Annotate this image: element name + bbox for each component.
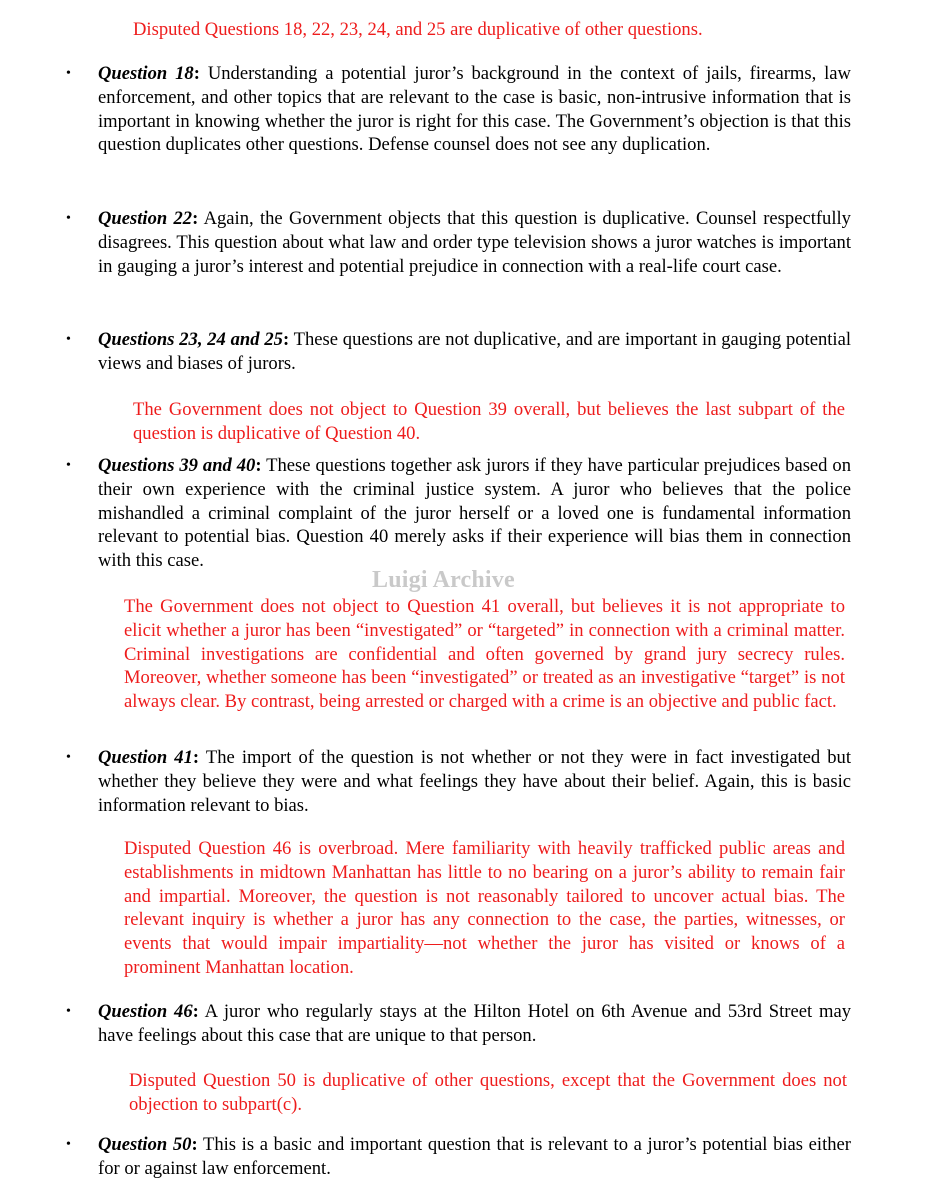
question-label: Question 50 <box>98 1134 192 1155</box>
government-note-1-text: Disputed Questions 18, 22, 23, 24, and 25 are duplicative of other questions. <box>133 19 703 40</box>
government-note-4-text: Disputed Question 46 is overbroad. Mere familiarity with heavily trafficked public areas and establishments in midtown Manhattan has little to no bearing on a juror’s ability to remain fair and impartial. Moreover, the question is not reasonably tailored to uncover actual bias. The relevant inquiry is whether a juror has any connection to the case, the parties, witnesses, or events that would impair impartiality—not whether the juror has visited or knows of a prominent Manhattan location. <box>124 838 845 978</box>
question-text: Again, the Government objects that this question is duplicative. Counsel respectfully disagrees. This question about what law and order type television shows a juror watches is important in gauging a juror’s interest and potential prejudice in connection with a real-life court case. <box>98 208 851 277</box>
government-note-3 <box>124 595 845 714</box>
bullet-icon: • <box>66 211 71 226</box>
bullet-icon: • <box>66 1137 71 1152</box>
question-41-item: Question 41: The import of the question is not whether or not they were in fact investigated but whether they believe they were and what feelings they have about their belief. Again, this is basic information relevant to bias. <box>98 747 851 816</box>
question-label: Question 41 <box>98 747 193 768</box>
government-note-3-text: The Government does not object to Question 41 overall, but believes it is not appropriate to elicit whether a juror has been “investigated” or “targeted” in connection with a criminal matter. Criminal investigations are confidential and often governed by grand jury secrecy rules. Moreover, whether someone has been “investigated” or treated as an investigative “target” is not always clear. By contrast, being arrested or charged with a crime is an objective and public fact. <box>124 596 845 713</box>
government-note-4 <box>124 837 845 980</box>
government-note-1 <box>133 18 793 42</box>
questions-39-40-item: Questions 39 and 40: These questions together ask jurors if they have particular prejudices based on their own experience with the criminal justice system. A juror who believes that the police mishandled a criminal complaint of the juror herself or a loved one is fundamental information relevant to potential bias. Question 40 merely asks if their experience will bias them in connection with this case. <box>98 455 851 572</box>
question-label: Question 46 <box>98 1001 193 1022</box>
question-46-item: Question 46: A juror who regularly stays at the Hilton Hotel on 6th Avenue and 53rd Street may have feelings about this case that are unique to that person. <box>98 1001 851 1046</box>
question-18-item: Question 18: Understanding a potential juror’s background in the context of jails, firearms, law enforcement, and other topics that are relevant to the case is basic, non-intrusive information that is important in knowing whether the juror is right for this case. The Government’s objection is that this question duplicates other questions. Defense counsel does not see any duplication. <box>98 63 851 156</box>
question-50-item: Question 50: This is a basic and important question that is relevant to a juror’s potential bias either for or against law enforcement. <box>98 1134 851 1179</box>
question-label: Question 18 <box>98 63 194 84</box>
question-text: Understanding a potential juror’s background in the context of jails, firearms, law enforcement, and other topics that are relevant to the case is basic, non-intrusive information that is important in knowing whether the juror is right for this case. The Government’s objection is that this question duplicates other questions. Defense counsel does not see any duplication. <box>98 63 851 156</box>
bullet-icon: • <box>66 66 71 81</box>
bullet-icon: • <box>66 332 71 347</box>
bullet-icon: • <box>66 458 71 473</box>
bullet-icon: • <box>66 750 71 765</box>
government-note-5-text: Disputed Question 50 is duplicative of other questions, except that the Government does not objection to subpart(c). <box>129 1070 847 1115</box>
government-note-2 <box>133 398 845 446</box>
government-note-5 <box>129 1069 847 1117</box>
question-label: Question 22 <box>98 208 193 229</box>
question-text: A juror who regularly stays at the Hilton Hotel on 6th Avenue and 53rd Street may have feelings about this case that are unique to that person. <box>98 1001 851 1046</box>
question-text: This is a basic and important question that is relevant to a juror’s potential bias either for or against law enforcement. <box>98 1134 851 1179</box>
question-label: Questions 23, 24 and 25 <box>98 329 283 350</box>
question-text: These questions are not duplicative, and are important in gauging potential views and biases of jurors. <box>98 329 852 374</box>
question-22-item: Question 22: Again, the Government objects that this question is duplicative. Counsel respectfully disagrees. This question about what law and order type television shows a juror watches is important in gauging a juror’s interest and potential prejudice in connection with a real-life court case. <box>98 208 851 277</box>
government-note-2-text: The Government does not object to Question 39 overall, but believes the last subpart of the question is duplicative of Question 40. <box>133 399 845 444</box>
questions-23-24-25-item: Questions 23, 24 and 25: These questions are not duplicative, and are important in gauging potential views and biases of jurors. <box>98 329 852 374</box>
watermark: Luigi Archive <box>372 567 515 593</box>
question-label: Questions 39 and 40 <box>98 455 256 476</box>
question-text: These questions together ask jurors if they have particular prejudices based on their own experience with the criminal justice system. A juror who believes that the police mishandled a criminal complaint of the juror herself or a loved one is fundamental information relevant to potential bias. Question 40 merely asks if their experience will bias them in connection with this case. <box>98 455 851 572</box>
bullet-icon: • <box>66 1004 71 1019</box>
question-text: The import of the question is not whether or not they were in fact investigated but whether they believe they were and what feelings they have about their belief. Again, this is basic information relevant to bias. <box>98 747 851 816</box>
